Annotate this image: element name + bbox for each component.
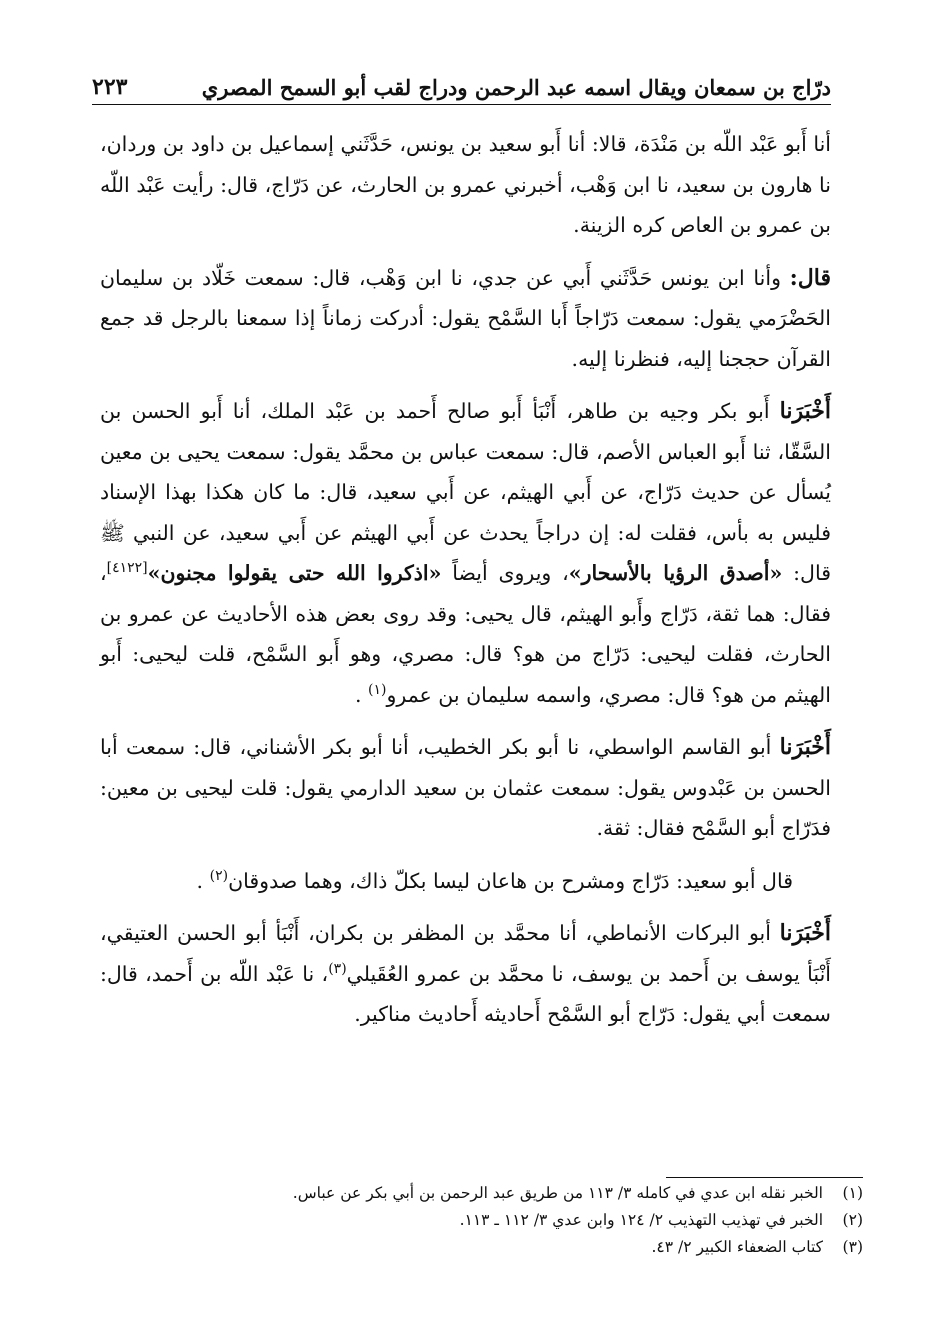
footnote <box>100 1180 863 1207</box>
page-header <box>92 66 831 105</box>
text-segment: ، ويروى أيضاً <box>441 561 569 585</box>
footnote-separator <box>666 1177 863 1178</box>
text-segment: . <box>196 868 210 893</box>
hadith-quote: «أصدق الرؤيا بالأسحار» <box>568 561 783 585</box>
footnote-ref: (٣) <box>328 960 347 977</box>
footnote-ref: [٤١٢٢] <box>106 560 148 577</box>
text-segment: أبو القاسم الواسطي، نا أبو بكر الخطيب، أنا أبو بكر الأشناني، قال: سمعت أبا الحسن بن عَبْدوس يقول: سمعت عثمان بن سعيد الدارمي يقول: قلت ليحيى بن معين: فدَرّاج أبو السَّمْح فقال: ثقة. <box>100 735 831 840</box>
footnote-text: الخبر نقله ابن عدي في كامله ٣/ ١١٣ من طريق عبد الرحمن بن أبي بكر عن عباس. <box>292 1184 823 1202</box>
footnote-text: الخبر في تهذيب التهذيب ٢/ ١٢٤ وابن عدي ٣/ ١١٢ ـ ١١٣. <box>459 1211 823 1229</box>
paragraph <box>100 727 831 849</box>
footnote-ref: (٢) <box>209 867 229 884</box>
footnote-text: كتاب الضعفاء الكبير ٢/ ٤٣. <box>651 1238 823 1256</box>
footnote-ref: (١) <box>368 681 387 698</box>
text-segment: قال أبو سعيد: دَرّاج ومشرح بن هاعان ليسا بكلّ ذاك، وهما صدوقان <box>228 868 793 893</box>
footnote <box>100 1234 863 1261</box>
running-title: درّاج بن سمعان ويقال اسمه عبد الرحمن ودراج لقب أبو السمح المصري <box>201 75 831 100</box>
text-segment: أنا أَبو عَبْد اللّه بن مَنْدَة، قالا: أنا أَبو سعيد بن يونس، حَدَّثَني إسماعيل بن داود بن وردان، نا هارون بن سعيد، نا ابن وَهْب، أخبرني عمرو بن الحارث، عن دَرّاج، قال: رأيت عَبْد اللّه بن عمرو بن العاص كره الزينة. <box>100 132 831 237</box>
main-text <box>100 124 831 1047</box>
text-segment: ، نا عَبْد اللّه بن أَحمد، قال: سمعت أبي يقول: دَرّاج أبو السَّمْح أَحاديثه أَحاديث مناكير. <box>100 961 831 1026</box>
paragraph <box>100 391 831 715</box>
lead-word: أَخْبَرَنا <box>779 920 831 946</box>
hadith-quote: «اذكروا الله حتى يقولوا مجنون» <box>147 561 442 585</box>
paragraph <box>100 913 831 1035</box>
footnotes <box>100 1180 863 1261</box>
paragraph <box>100 861 831 902</box>
lead-word: أَخْبَرَنا <box>779 398 831 424</box>
lead-word: أَخْبَرَنا <box>779 734 831 760</box>
text-segment: وأنا ابن يونس حَدَّثَني أَبي عن جدي، نا ابن وَهْب، قال: سمعت خَلّاد بن سليمان الحَضْرَمي يقول: سمعت دَرّاجاً أَبا السَّمْح يقول: أدركت زماناً إذا سمعنا بالرجل قد جمع القرآن حججنا إليه، فنظرنا إليه. <box>100 265 831 371</box>
footnote-number: (٣) <box>842 1238 863 1256</box>
page-number: ٢٢٣ <box>92 74 128 100</box>
text-segment: . <box>354 682 369 707</box>
text-segment: أبو البركات الأنماطي، أنا محمَّد بن المظفر بن بكران، أَنْبَأ أبو الحسن العتيقي، أَنْبَأ يوسف بن أَحمد بن يوسف، نا محمَّد بن عمرو العُقَيلي <box>100 921 831 986</box>
footnote-number: (٢) <box>842 1211 863 1229</box>
footnote-number: (١) <box>842 1184 863 1202</box>
lead-word: قال: <box>789 264 831 291</box>
paragraph <box>100 124 831 246</box>
text-segment: أَبو بكر وجيه بن طاهر، أَنْبَأ أَبو صالح أَحمد بن عَبْد الملك، أنا أَبو الحسن بن السَّقّا، ثنا أَبو العباس الأصم، قال: سمعت عباس بن محمَّد يقول: سمعت يحيى بن معين يُسأل عن حديث دَرّاج، عن أَبي الهيثم، عن أَبي سعيد، قال: ما كان هكذا بهذا الإسناد فليس به بأس، فقلت له: إن دراجاً يحدث عن أَبي الهيثم عن أَبي سعيد، عن النبي ﷺ قال: <box>100 399 831 585</box>
text-segment: ، فقال: هما ثقة، دَرّاج وأَبو الهيثم، قال يحيى: وقد روى بعض هذه الأحاديث عن عمرو بن الحارث، فقلت ليحيى: دَرّاج من هو؟ قال: مصري، وهو أَبو السَّمْح، قلت ليحيى: أَبو الهيثم من هو؟ قال: مصري، واسمه سليمان بن عمرو <box>100 561 831 707</box>
paragraph <box>100 258 831 380</box>
footnote <box>100 1207 863 1234</box>
